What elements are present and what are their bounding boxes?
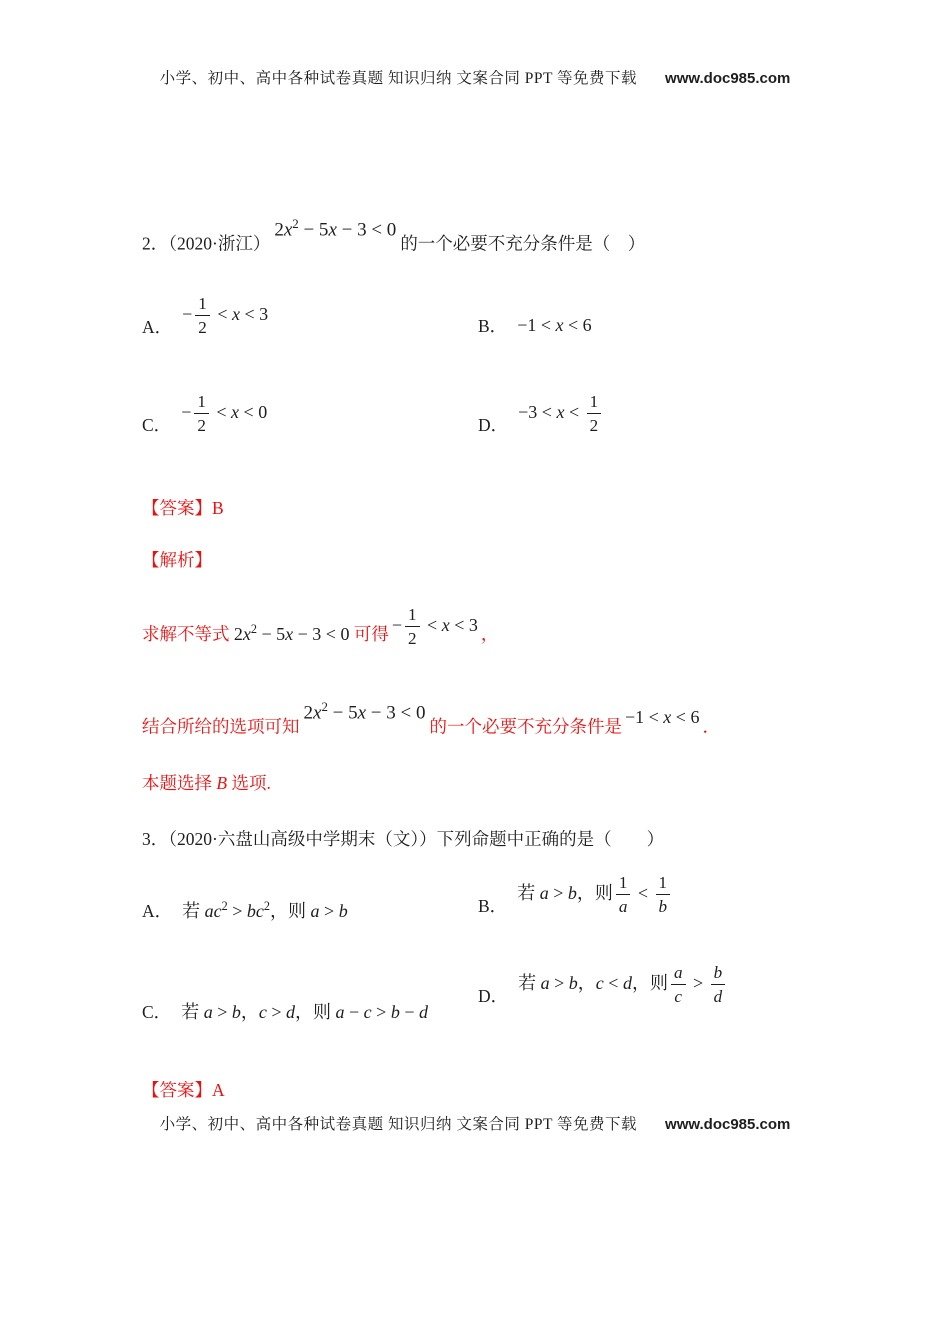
- expl2-text-b: 的一个必要不充分条件是: [429, 716, 622, 737]
- page-footer: [0, 1112, 950, 1134]
- expl2-period: ．: [702, 716, 720, 737]
- page-header: [0, 66, 950, 88]
- answer-tag: 【答案】: [142, 1080, 212, 1100]
- explanation-line-3: 本题选择 B 选项.: [142, 773, 271, 793]
- option-b-label: B．: [478, 316, 508, 336]
- analysis-tag: 【解析】: [142, 550, 212, 570]
- question-2-formula: $2x^2 - 5x - 3 < 0$: [274, 216, 397, 241]
- question-2-stem: [142, 216, 646, 257]
- question-2-number-source: 2．（2020·浙江）: [142, 233, 271, 254]
- answer-tag: 【答案】: [142, 498, 212, 518]
- fraction: $\frac{1}{2}$: [194, 391, 209, 437]
- option-b-math: 若 a > b，则 $\frac{1}{a}$ < $\frac{1}{b}$: [517, 872, 673, 918]
- fraction: $\frac{1}{2}$: [405, 604, 420, 650]
- option-d-math: −3 < x < $\frac{1}{2}$: [518, 391, 604, 437]
- question-3-option-b: [478, 872, 673, 918]
- option-c-math: 若 a > b，c > d，则 a − c > b − d: [181, 1002, 428, 1022]
- option-a-math: − $\frac{1}{2}$ < x < 3: [182, 294, 269, 338]
- expl2-text-a: 结合所给的选项可知: [142, 716, 300, 737]
- footer-site-url: www.doc985.com: [665, 1116, 791, 1133]
- option-a-math: 若 $ac^2 > bc^2$，则 a > b: [182, 899, 348, 921]
- question-3-option-c: [142, 998, 428, 1024]
- answer-value: A: [212, 1080, 225, 1100]
- option-a-label: A．: [142, 316, 173, 337]
- answer-value: B: [212, 498, 224, 518]
- option-c-label: C．: [142, 414, 172, 435]
- expl1-text-a: 求解不等式: [142, 623, 234, 644]
- fraction: $\frac{1}{a}$: [616, 872, 631, 918]
- expl2-polynomial: $2x^2 - 5x - 3 < 0$: [303, 699, 426, 724]
- question-3-option-d: [478, 962, 728, 1008]
- question-2-answer: [142, 497, 224, 521]
- option-c-label: C．: [142, 1002, 172, 1022]
- fraction: $\frac{1}{b}$: [656, 872, 671, 918]
- expl1-comma: ，: [480, 623, 499, 644]
- fraction: $\frac{b}{d}$: [711, 962, 726, 1008]
- header-site-url: www.doc985.com: [665, 70, 791, 87]
- explanation-line-1: [142, 605, 499, 659]
- fraction: $\frac{a}{c}$: [671, 962, 686, 1008]
- question-3-answer: [142, 1079, 225, 1103]
- expl1-polynomial: $2x^2 - 5x - 3 < 0$: [233, 621, 350, 644]
- option-d-math: 若 a > b，c < d，则 $\frac{a}{c}$ > $\frac{b}{d}$: [518, 962, 728, 1008]
- question-2-option-d: [478, 391, 604, 437]
- option-b-math: −1 < x < 6: [517, 315, 592, 335]
- expl2-inequality: −1 < x < 6: [624, 707, 700, 728]
- explanation-line-2: [142, 699, 720, 740]
- option-d-label: D．: [478, 414, 509, 435]
- question-2-option-a: [142, 293, 268, 339]
- option-d-label: D．: [478, 985, 509, 1006]
- footer-download-text: 小学、初中、高中各种试卷真题 知识归纳 文案合同 PPT 等免费下载: [159, 1116, 638, 1133]
- fraction: $\frac{1}{2}$: [587, 391, 602, 437]
- question-2-option-b: [478, 313, 592, 338]
- expl1-text-b: 可得: [349, 623, 389, 644]
- expl1-inequality: − $\frac{1}{2}$ < x < 3: [391, 605, 478, 649]
- question-3-stem: 3．（2020·六盘山高级中学期末（文））下列命题中正确的是（ ）: [142, 829, 665, 849]
- option-b-label: B．: [478, 895, 508, 916]
- question-3-option-a: [142, 897, 348, 923]
- option-a-label: A．: [142, 901, 173, 921]
- question-2-option-c: [142, 391, 267, 437]
- question-2-stem-suffix: 的一个必要不充分条件是（ ）: [400, 233, 646, 254]
- fraction: $\frac{1}{2}$: [195, 293, 210, 339]
- option-c-math: − $\frac{1}{2}$ < x < 0: [181, 392, 268, 436]
- header-download-text: 小学、初中、高中各种试卷真题 知识归纳 文案合同 PPT 等免费下载: [159, 70, 638, 87]
